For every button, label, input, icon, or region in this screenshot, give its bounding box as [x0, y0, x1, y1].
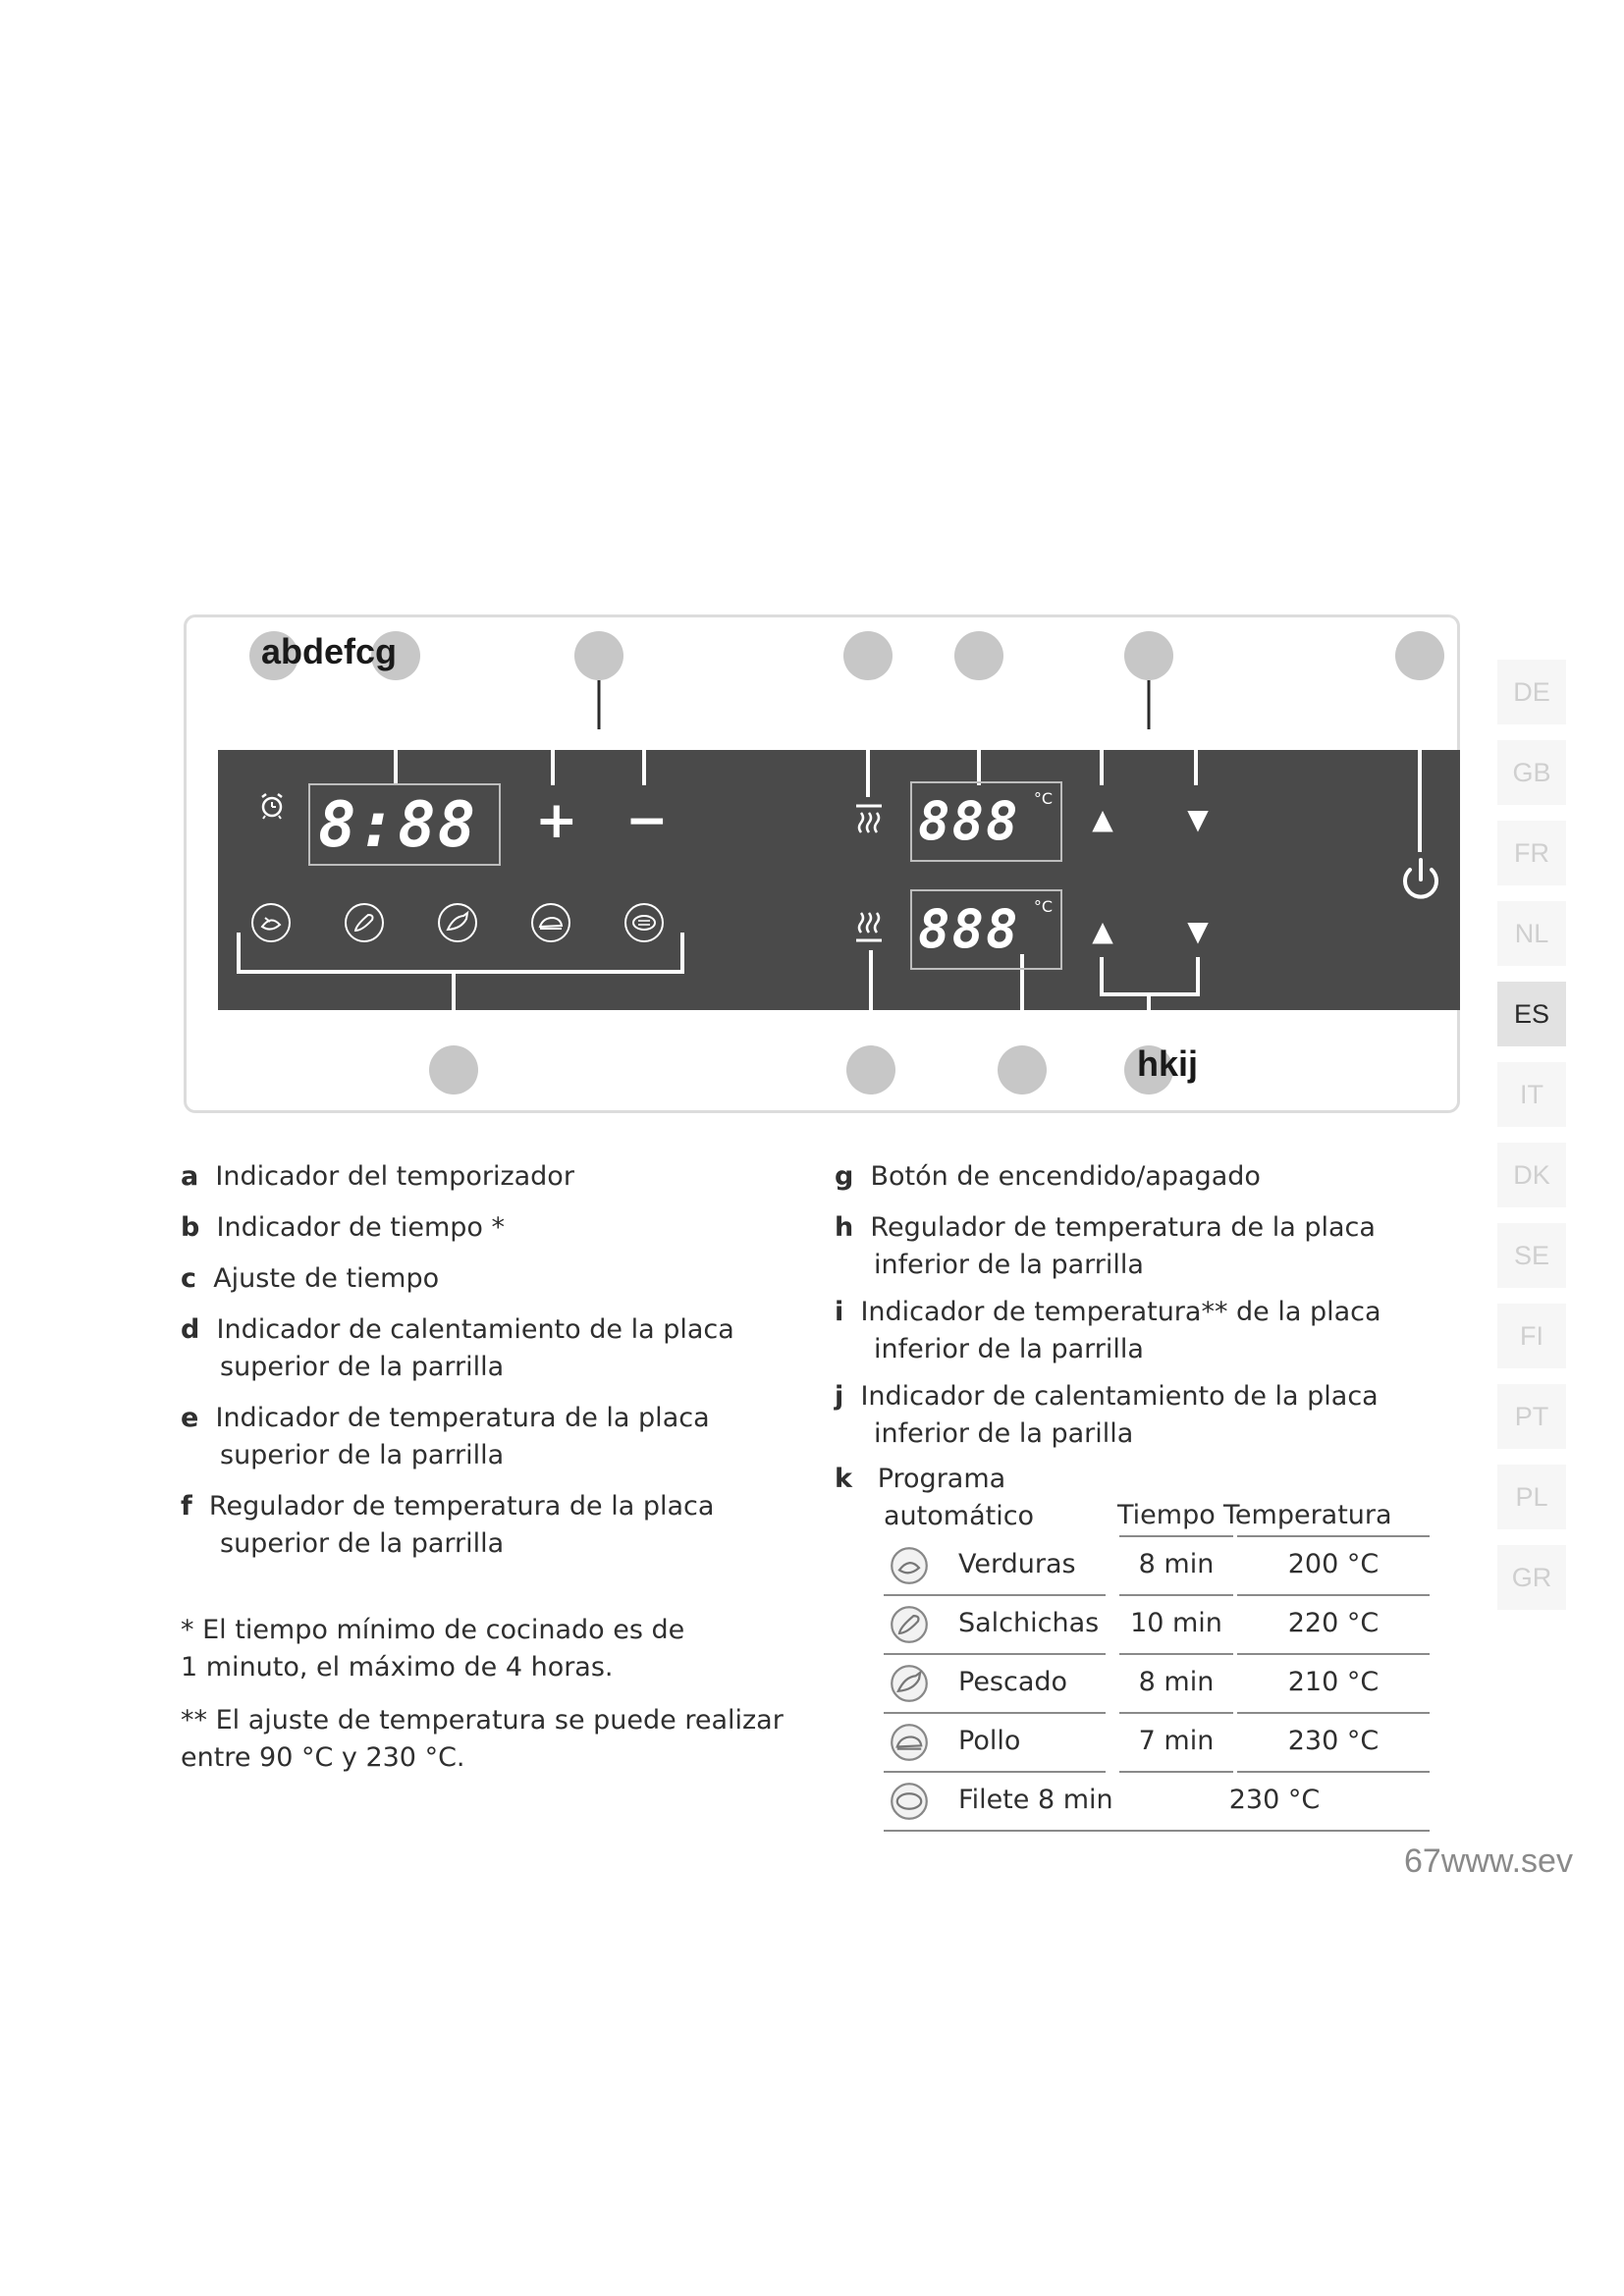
- legend-item-i: i Indicador de temperatura** de la placa inferior de la parrilla: [835, 1297, 1381, 1364]
- chicken-icon: [890, 1723, 929, 1762]
- language-tab-pt[interactable]: PT: [1497, 1384, 1566, 1449]
- sausage-icon: [347, 905, 382, 940]
- program-time: 7 min: [1138, 1726, 1215, 1756]
- footnote-1-line-2: 1 minuto, el máximo de 4 horas.: [181, 1652, 614, 1682]
- fish-icon: [440, 905, 475, 940]
- program-temperature: 230 °C: [1287, 1726, 1380, 1756]
- top-temp-up-button[interactable]: ▲: [1092, 803, 1113, 835]
- chicken-program-button[interactable]: [531, 903, 570, 942]
- program-time: 10 min: [1130, 1608, 1222, 1638]
- vegetables-program-button[interactable]: [251, 903, 291, 942]
- legend-item-e: e Indicador de temperatura de la placa superior de la parrilla: [181, 1403, 710, 1470]
- program-row: [884, 1714, 1430, 1771]
- program-name: Verduras: [958, 1549, 1076, 1579]
- top-temp-down-button[interactable]: ▼: [1187, 803, 1209, 835]
- bottom-temperature-digits: 888: [918, 898, 1020, 960]
- alarm-clock-icon: [257, 791, 287, 821]
- language-tab-de[interactable]: DE: [1497, 660, 1566, 724]
- fish-program-button[interactable]: [438, 903, 477, 942]
- language-tab-gb[interactable]: GB: [1497, 740, 1566, 805]
- program-name: Salchichas: [958, 1608, 1100, 1638]
- time-plus-button[interactable]: +: [535, 791, 578, 850]
- top-temperature-digits: 888: [918, 790, 1020, 852]
- program-temperature: 230 °C: [1228, 1785, 1321, 1815]
- top-temperature-display: [910, 781, 1062, 862]
- language-tab-se[interactable]: SE: [1497, 1223, 1566, 1288]
- sausage-program-button[interactable]: [345, 903, 384, 942]
- program-time: 8 min: [1138, 1667, 1215, 1697]
- program-time: 8 min: [1138, 1549, 1215, 1579]
- steak-program-button[interactable]: [624, 903, 664, 942]
- bottom-heating-icon: [852, 909, 886, 948]
- top-heating-icon: [852, 801, 886, 840]
- steak-icon: [890, 1782, 929, 1821]
- legend-item-k: k Programa automático: [835, 1464, 1035, 1531]
- column-header-time: Tiempo: [1117, 1500, 1216, 1530]
- sausage-icon: [890, 1605, 929, 1644]
- program-row: [884, 1537, 1430, 1594]
- program-name: Filete 8 min: [958, 1785, 1113, 1815]
- language-tab-fr[interactable]: FR: [1497, 821, 1566, 885]
- language-tab-es[interactable]: ES: [1497, 982, 1566, 1046]
- language-tab-it[interactable]: IT: [1497, 1062, 1566, 1127]
- program-row: [884, 1596, 1430, 1653]
- program-temperature: 200 °C: [1287, 1549, 1380, 1579]
- program-row: [884, 1655, 1430, 1712]
- legend-item-c: c Ajuste de tiempo: [181, 1263, 440, 1294]
- program-title-2: automático: [884, 1501, 1035, 1531]
- footnote-2-line-1: ** El ajuste de temperatura se puede realizar: [181, 1705, 784, 1735]
- bottom-temperature-unit: °C: [1033, 897, 1053, 916]
- page-footer: 67www.sev: [1404, 1842, 1573, 1880]
- power-button[interactable]: [1398, 856, 1443, 905]
- bottom-temp-down-button[interactable]: ▼: [1187, 915, 1209, 947]
- legend-item-a: a Indicador del temporizador: [181, 1161, 574, 1192]
- program-name: Pollo: [958, 1726, 1021, 1756]
- program-name: Pescado: [958, 1667, 1068, 1697]
- chicken-icon: [533, 905, 568, 940]
- footnote-1-line-1: * El tiempo mínimo de cocinado es de: [181, 1615, 685, 1645]
- column-header-temperature: Temperatura: [1223, 1500, 1392, 1530]
- bottom-temp-up-button[interactable]: ▲: [1092, 915, 1113, 947]
- steak-icon: [626, 905, 662, 940]
- fish-icon: [890, 1664, 929, 1703]
- time-display: [308, 783, 501, 866]
- time-minus-button[interactable]: −: [625, 791, 669, 850]
- footnotes: [181, 1612, 809, 1777]
- bottom-temperature-display: [910, 889, 1062, 970]
- vegetables-icon: [253, 905, 289, 940]
- power-icon: [1405, 860, 1436, 897]
- legend-left: [181, 1158, 789, 1576]
- legend-item-b: b Indicador de tiempo *: [181, 1212, 506, 1243]
- program-temperature: 210 °C: [1287, 1667, 1380, 1697]
- footnote-2-line-2: entre 90 °C y 230 °C.: [181, 1742, 465, 1773]
- bottom-callout-labels: hkij: [1137, 1043, 1199, 1084]
- legend-item-h: h Regulador de temperatura de la placa inferior de la parrilla: [835, 1212, 1376, 1280]
- language-tab-nl[interactable]: NL: [1497, 901, 1566, 966]
- language-tab-gr[interactable]: GR: [1497, 1545, 1566, 1610]
- legend-item-d: d Indicador de calentamiento de la placa superior de la parrilla: [181, 1314, 734, 1382]
- legend-item-f: f Regulador de temperatura de la placa superior de la parrilla: [181, 1491, 715, 1559]
- program-temperature: 220 °C: [1287, 1608, 1380, 1638]
- language-tab-pl[interactable]: PL: [1497, 1465, 1566, 1529]
- top-temperature-unit: °C: [1033, 789, 1053, 808]
- language-tab-dk[interactable]: DK: [1497, 1143, 1566, 1207]
- legend-item-j: j Indicador de calentamiento de la placa inferior de la parilla: [835, 1381, 1379, 1449]
- top-callout-labels: abdefcg: [261, 631, 398, 671]
- language-tab-fi[interactable]: FI: [1497, 1304, 1566, 1368]
- program-row: [884, 1773, 1430, 1830]
- legend-item-g: g Botón de encendido/apagado: [835, 1161, 1261, 1192]
- time-display-digits: 8:88: [318, 789, 478, 862]
- vegetables-icon: [890, 1546, 929, 1585]
- legend-right: [835, 1158, 1443, 1463]
